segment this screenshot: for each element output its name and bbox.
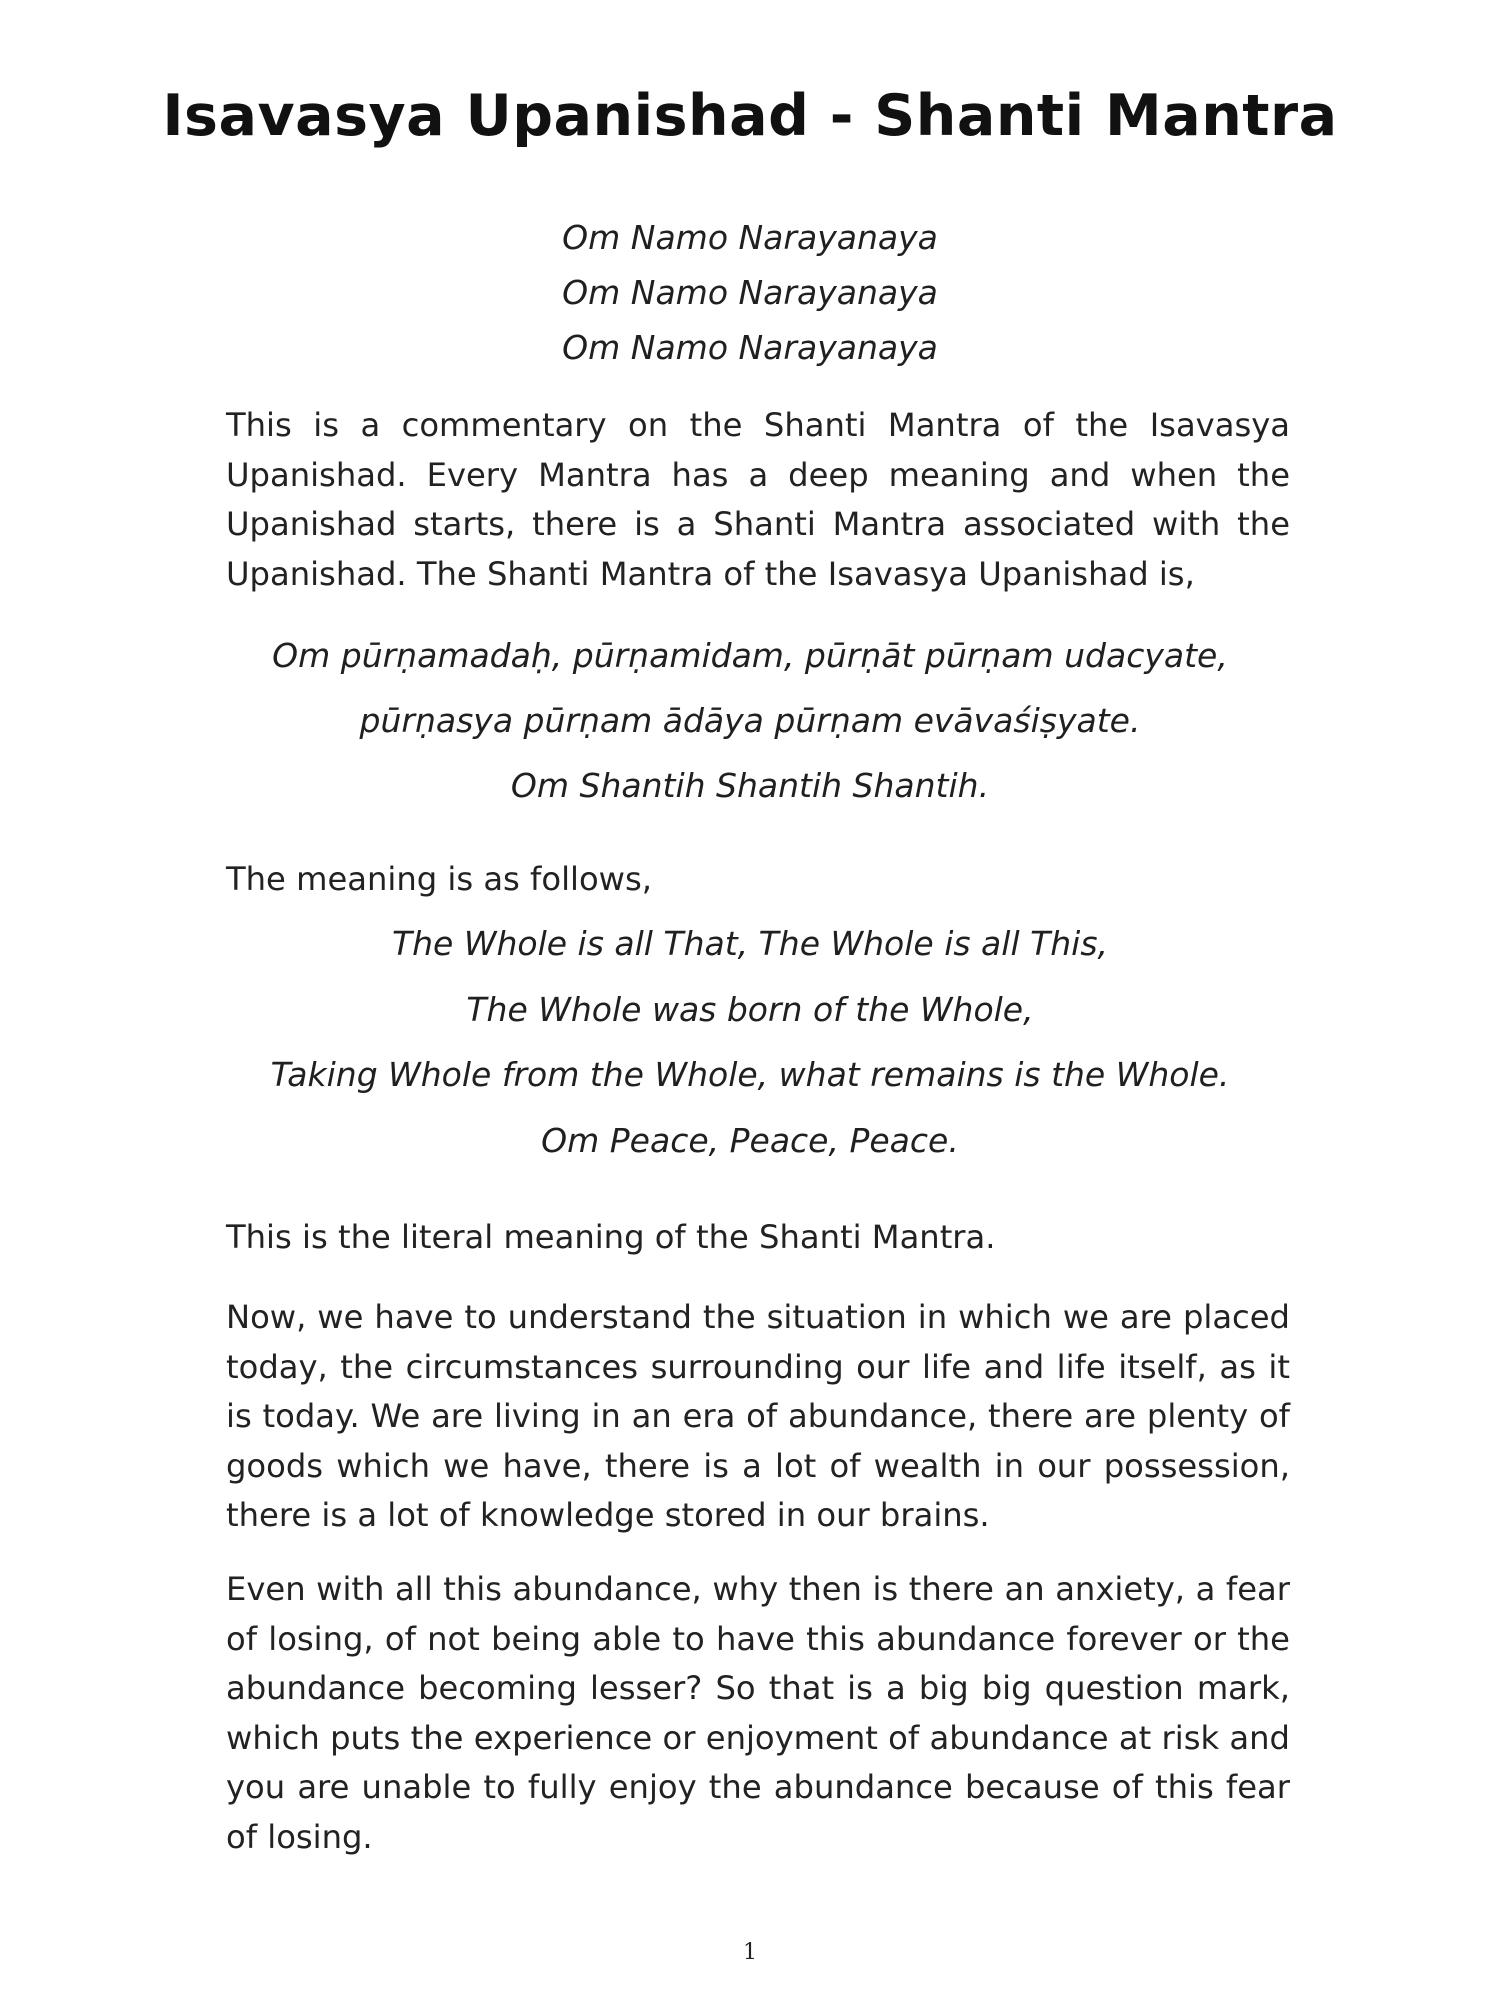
translation-verse — [0, 911, 1500, 1173]
translation-verse-line: Om Peace, Peace, Peace. — [541, 1120, 959, 1160]
meaning-intro: The meaning is as follows, — [226, 860, 652, 898]
invocation-line: Om Namo Narayanaya — [562, 273, 938, 312]
page-title: Isavasya Upanishad - Shanti Mantra — [162, 83, 1338, 149]
paragraph-fear-of-losing: Even with all this abundance, why then is there an anxiety, a fear of losing, of not being able to have this abundance forever or the abundance becoming lesser? So that is a big big question mark, which puts the experience or enjoyment of abundance at risk and you are unable to fully enjoy the abundance because of this fear of losing. — [226, 1570, 1290, 1856]
translation-verse-line: Taking Whole from the Whole, what remains is the Whole. — [270, 1055, 1230, 1094]
page-number: 1 — [743, 1940, 757, 1965]
translation-verse-line: The Whole is all That, The Whole is all This, — [391, 924, 1109, 963]
invocation-line: Om Namo Narayanaya — [562, 328, 938, 367]
literal-meaning-note: This is the literal meaning of the Shanti Mantra. — [226, 1218, 996, 1256]
paragraph-abundance: Now, we have to understand the situation in which we are placed today, the circumstances surrounding our life and life itself, as it is today. We are living in an era of abundance, there are plenty of goods which we have, there is a lot of wealth in our possession, there is a lot of knowledge stored in our brains. — [226, 1298, 1290, 1534]
sanskrit-verse — [0, 623, 1500, 818]
sanskrit-verse-line: Om pūrṇamadaḥ, pūrṇamidam, pūrṇāt pūrṇam udacyate, — [272, 636, 1228, 675]
invocation-line: Om Namo Narayanaya — [562, 218, 938, 257]
invocation-block — [0, 210, 1500, 375]
sanskrit-verse-line: Om Shantih Shantih Shantih. — [510, 766, 990, 805]
sanskrit-verse-line: pūrṇasya pūrṇam ādāya pūrṇam evāvaśiṣyate. — [359, 701, 1141, 740]
translation-verse-line: The Whole was born of the Whole, — [466, 989, 1034, 1029]
intro-paragraph: This is a commentary on the Shanti Mantra of the Isavasya Upanishad. Every Mantra has a deep meaning and when the Upanishad starts, there is a Shanti Mantra associated with the Upanishad. The Shanti Mantra of the Isavasya Upanishad is, — [226, 406, 1290, 593]
